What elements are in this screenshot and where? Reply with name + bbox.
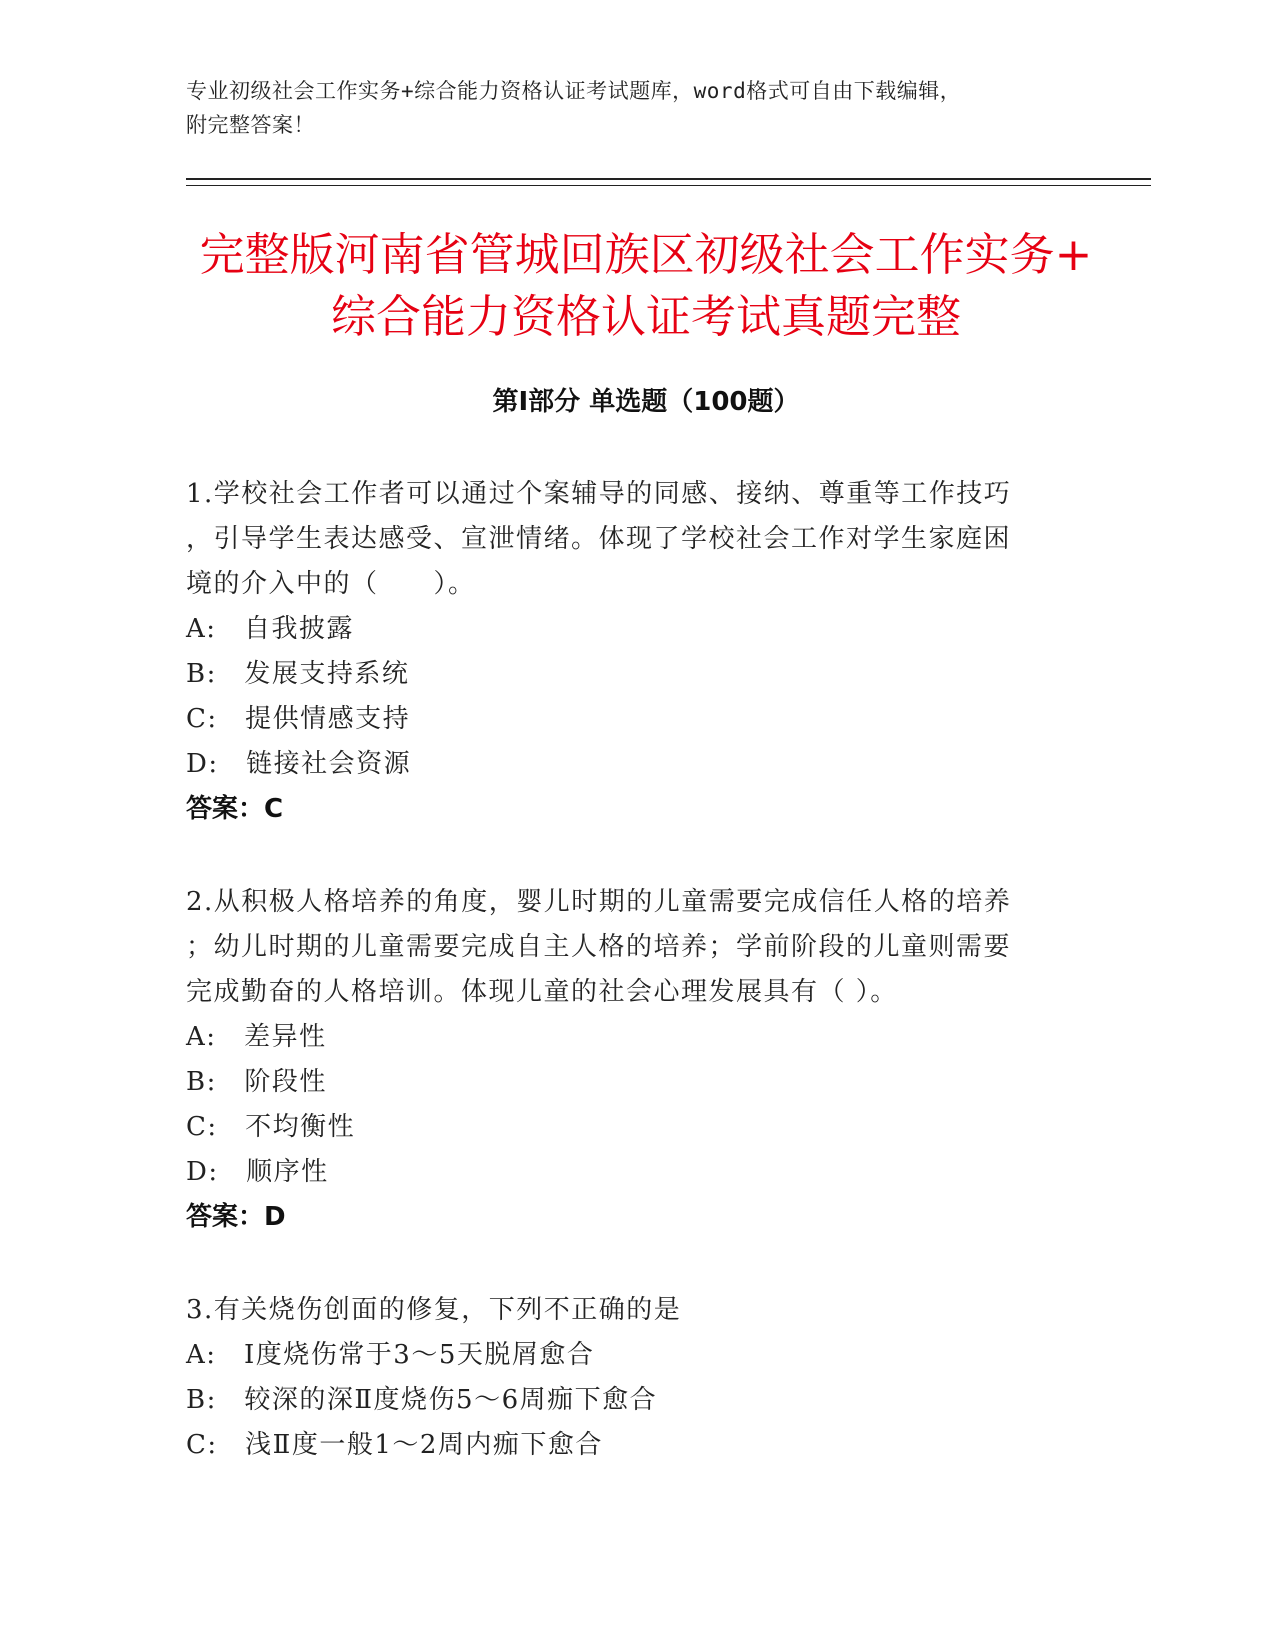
- option-c: C: 提供情感支持: [186, 704, 411, 734]
- section-heading: 第Ⅰ部分 单选题（100题）: [492, 387, 800, 417]
- question-3: [186, 1288, 1066, 1468]
- question-stem-line: ，引导学生表达感受、宣泄情绪。体现了学校社会工作对学生家庭困: [186, 524, 1012, 554]
- question-1: [186, 472, 1066, 832]
- answer: 答案：D: [186, 1202, 286, 1232]
- title-line: 完整版河南省管城回族区初级社会工作实务+: [199, 228, 1093, 281]
- question-stem-line: ；幼儿时期的儿童需要完成自主人格的培养；学前阶段的儿童则需要: [186, 932, 1012, 962]
- option-b: B: 发展支持系统: [186, 659, 410, 689]
- header-note: [186, 74, 1086, 142]
- option-a: A: Ⅰ度烧伤常于3～5天脱屑愈合: [186, 1340, 595, 1370]
- option-b: B: 阶段性: [186, 1067, 327, 1097]
- question-stem-line: 3.有关烧伤创面的修复，下列不正确的是: [186, 1295, 682, 1325]
- header-divider: [186, 178, 1151, 186]
- option-a: A: 自我披露: [186, 614, 355, 644]
- question-stem-line: 完成勤奋的人格培训。体现儿童的社会心理发展具有（ ）。: [186, 977, 898, 1007]
- option-a: A: 差异性: [186, 1022, 327, 1052]
- option-d: D: 顺序性: [186, 1157, 329, 1187]
- question-stem-line: 境的介入中的（ ）。: [186, 569, 476, 599]
- question-stem-line: 2.从积极人格培养的角度，婴儿时期的儿童需要完成信任人格的培养: [186, 887, 1012, 917]
- question-stem-line: 1.学校社会工作者可以通过个案辅导的同感、接纳、尊重等工作技巧: [186, 479, 1012, 509]
- option-b: B: 较深的深Ⅱ度烧伤5～6周痂下愈合: [186, 1385, 658, 1415]
- option-c: C: 不均衡性: [186, 1112, 356, 1142]
- option-c: C: 浅Ⅱ度一般1～2周内痂下愈合: [186, 1430, 603, 1460]
- header-note-line: 专业初级社会工作实务+综合能力资格认证考试题库，word格式可自由下载编辑，: [186, 79, 962, 103]
- question-2: [186, 880, 1066, 1240]
- answer: 答案：C: [186, 794, 284, 824]
- option-d: D: 链接社会资源: [186, 749, 412, 779]
- header-note-line: 附完整答案！: [186, 113, 315, 137]
- document-title: [186, 224, 1106, 348]
- title-line: 综合能力资格认证考试真题完整: [330, 290, 961, 343]
